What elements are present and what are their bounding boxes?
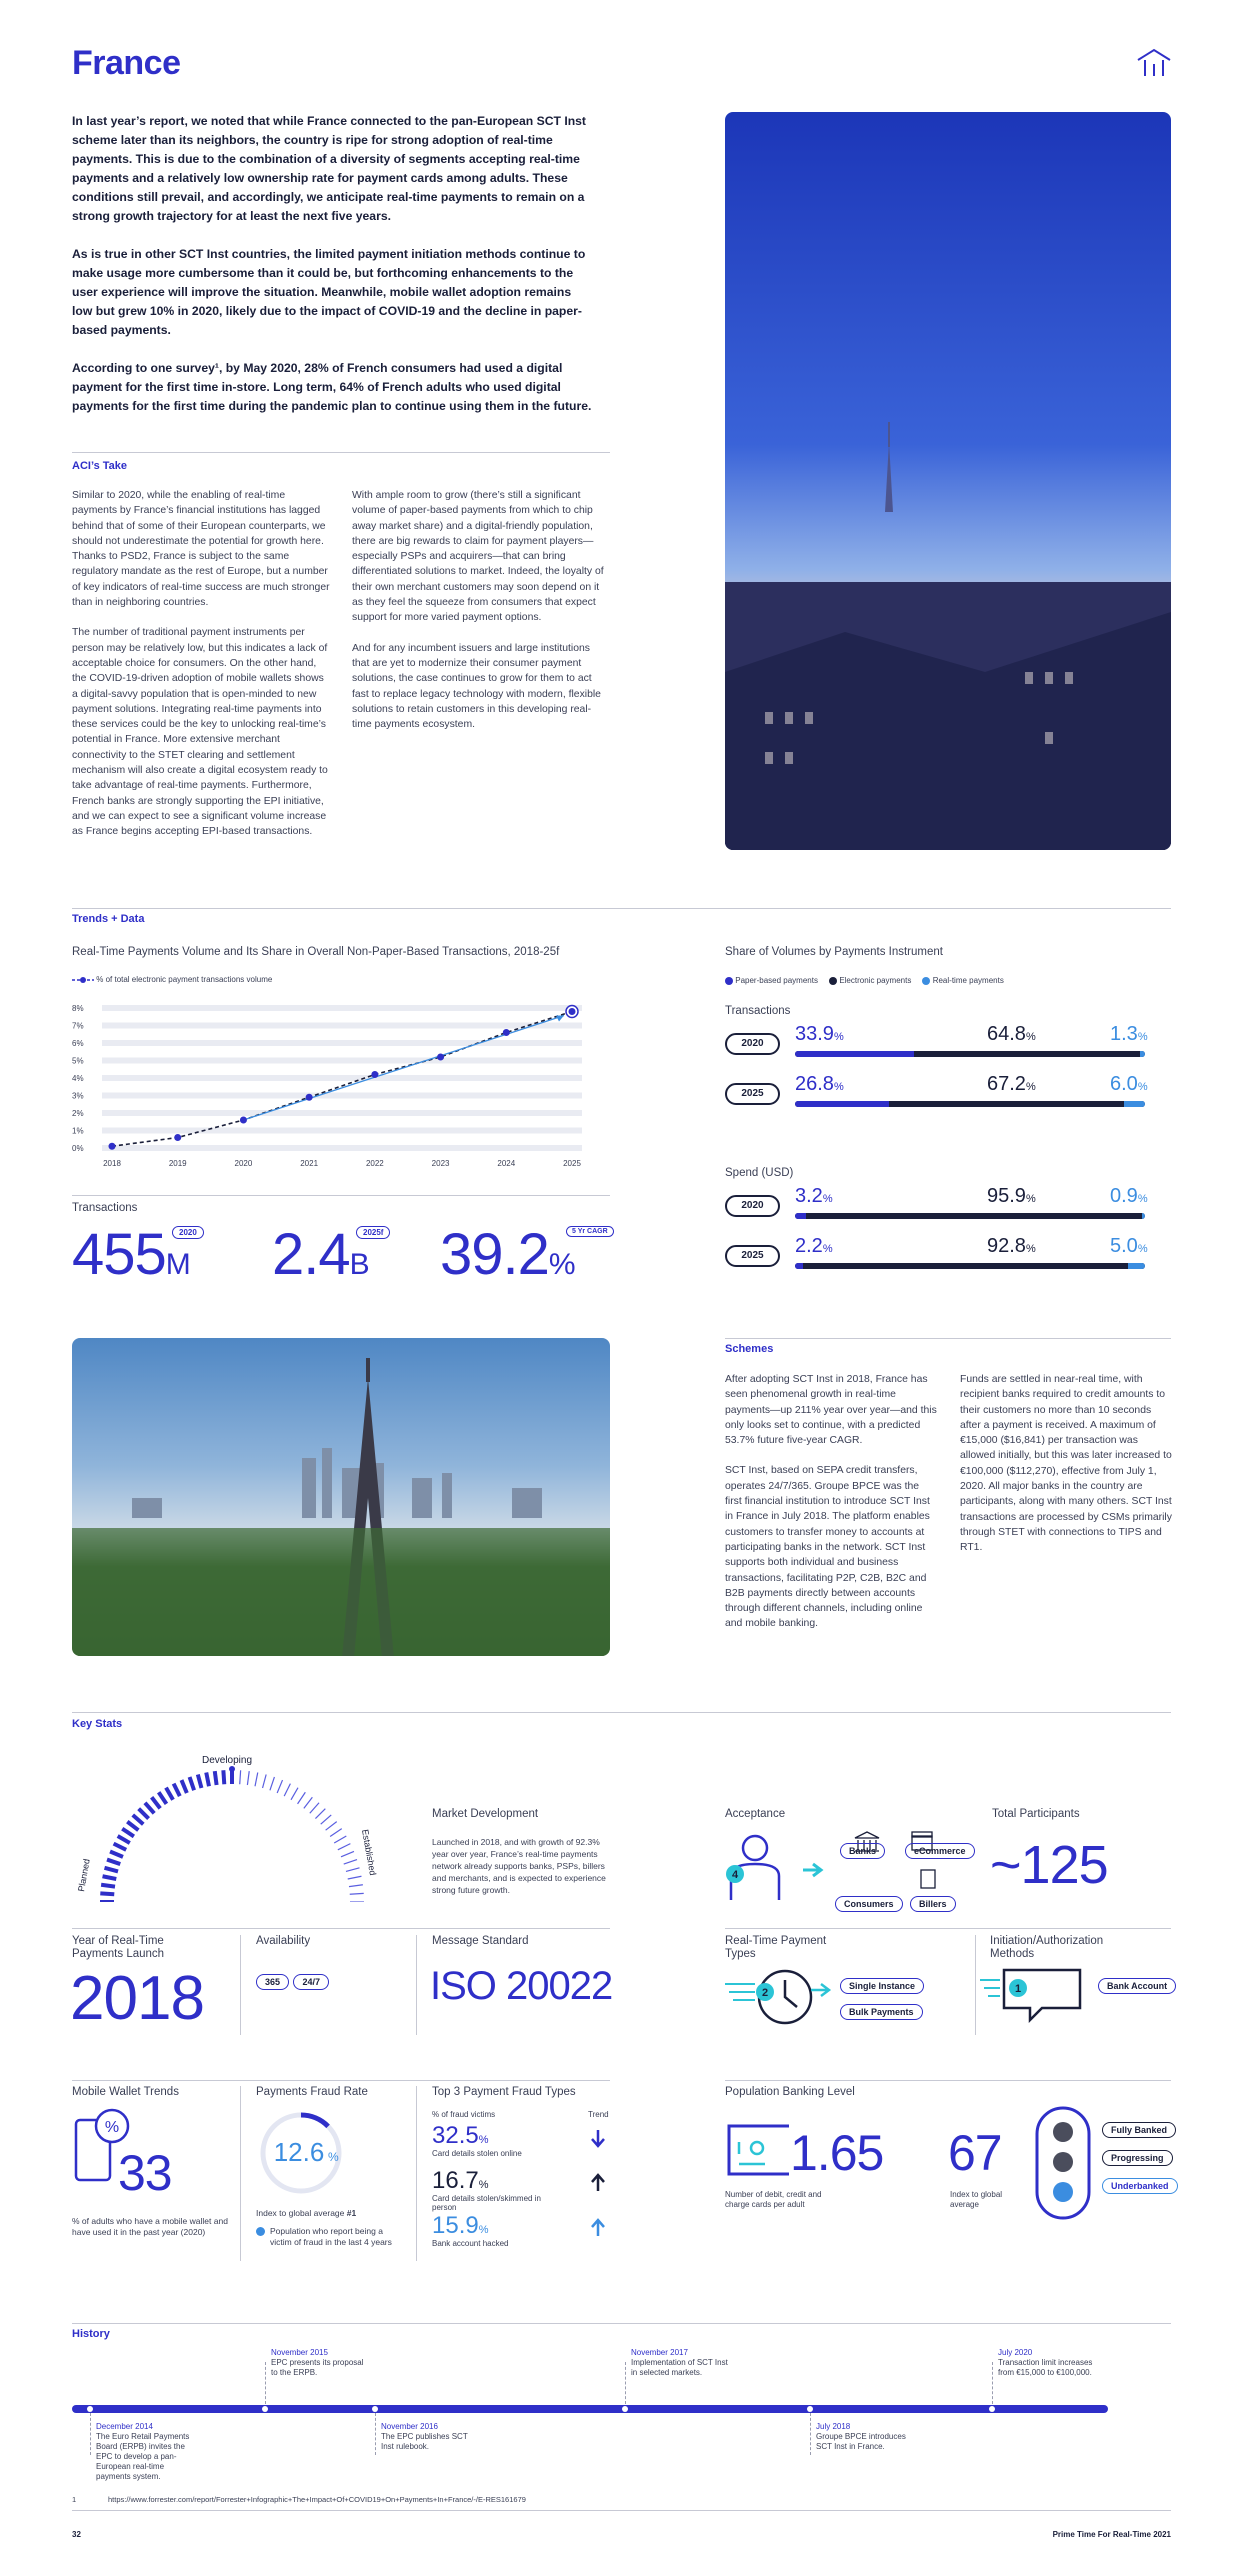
- share-row: [725, 1023, 1170, 1067]
- bill-icon: [921, 1870, 935, 1888]
- timeline-date: November 2016: [381, 2422, 438, 2431]
- timeline-text: The EPC publishes SCT Inst rulebook.: [381, 2432, 468, 2451]
- share-bar-track: [795, 1101, 1145, 1107]
- gauge-tick: [304, 1797, 313, 1808]
- share-chart-title: Share of Volumes by Payments Instrument: [725, 946, 943, 958]
- paragraph: Funds are settled in near-real time, with recipient banks required to credit amounts to their customers no more than 10 seconds after a payment is received. A maximum of €15,000 ($16,841) per transaction was allowed initially, but this was later increased to €100,000 ($112,270), effective from July 1, 2020. All major banks in the country are participants, along with many others. SCT Inst transactions are processed by CSMs primarily through STET with connections to TIPS and RT1.: [960, 1374, 1172, 1554]
- stat-value: 2.4: [272, 1222, 350, 1287]
- data-point: [437, 1054, 444, 1061]
- share-value-label: 92.8%: [987, 1235, 1036, 1257]
- timeline-dot: [989, 2406, 995, 2412]
- legend-line-icon: [72, 976, 94, 984]
- paris-rooftops-photo: [725, 112, 1171, 850]
- intro-paragraph: As is true in other SCT Inst countries, the limited payment initiation methods continue to make usage more cumbersome than it could be, but forthcoming enhancements to the user experience will improve the situation. Meanwhile, mobile wallet adoption remains low but grew 10% in 2020, likely due to the impact of COVID-19 and the decline in paper-based payments.: [72, 247, 586, 337]
- data-point: [371, 1071, 378, 1078]
- year-pill: 2025: [725, 1245, 780, 1267]
- share-segment: [889, 1101, 1124, 1107]
- availability-365: 365: [256, 1974, 289, 1990]
- stat-tag: 2020: [172, 1226, 204, 1239]
- share-row: [725, 1235, 1170, 1279]
- stat-value: 39.2: [440, 1222, 549, 1287]
- paragraph: Similar to 2020, while the enabling of real-time payments by France’s financial institutions has lagged behind that of some of their European counterparts, we should not underestimate the potential for growth here. Thanks to PSD2, France is subject to the same regulatory mandate as the rest of Europe, but a number of key indicators of real-time success are much stronger than in neighboring countries.: [72, 490, 330, 609]
- share-bar-track: [795, 1263, 1145, 1269]
- svg-text:%: %: [104, 2119, 120, 2136]
- market-dev-text: Launched in 2018, and with growth of 92.3% year over year, France’s real-time payments network already supports banks, PSPs, billers and merchants, and is expected to experience strong future growth.: [432, 1837, 606, 1895]
- stat-2020: [72, 1222, 197, 1287]
- timeline-event: [998, 2348, 1098, 2378]
- share-segment: [803, 1263, 1128, 1269]
- gauge-label-established: Established: [360, 1828, 378, 1877]
- banking-index-note: Index to global average: [950, 2190, 1003, 2209]
- wallet-title: Mobile Wallet Trends: [72, 2086, 179, 2098]
- gauge-tick: [321, 1815, 332, 1824]
- stat-2025f: [272, 1222, 384, 1287]
- gauge-tick: [122, 1829, 134, 1837]
- grid-band: [102, 1075, 582, 1081]
- gauge-tick: [190, 1777, 195, 1790]
- participants-value: ~125: [990, 1835, 1108, 1895]
- gauge-tick: [114, 1844, 127, 1850]
- intro-paragraph: According to one survey¹, by May 2020, 28% of French consumers had used a digital payment for the first time in-store. Long term, 64% of French adults who used digital payments for the first time during the pandemic plan to continue using them in the future.: [72, 361, 592, 413]
- timeline-connector: [375, 2413, 376, 2455]
- timeline-text: Transaction limit increases from €15,000 to €100,000.: [998, 2358, 1093, 2377]
- stat-tag: 2025f: [356, 1226, 390, 1239]
- fraud-rate-value: 12.6: [273, 2137, 325, 2167]
- gauge-tick: [145, 1803, 154, 1814]
- trend-up-icon: [590, 2173, 606, 2193]
- gauge-tick: [107, 1860, 120, 1865]
- transactions-stats: [72, 1222, 612, 1296]
- fraud-rank: #1: [346, 2208, 357, 2218]
- x-tick-label: 2018: [103, 1159, 121, 1168]
- trend-arrow-head: [556, 1016, 564, 1022]
- paragraph: SCT Inst, based on SEPA credit transfers, operates 24/7/365. Groupe BPCE was the first financial institution to introduce SCT Inst in France in July 2018. The platform enables customers to transfer money to accounts at participating banks in the network. SCT Inst supports both individual and business transactions, facilitating P2P, C2B, B2C and B2B payments directly between accounts through different channels, including online and mobile banking.: [725, 1465, 930, 1630]
- share-group-label: Transactions: [725, 1005, 791, 1017]
- legend-label: Electronic payments: [839, 976, 912, 985]
- share-segment: [795, 1263, 803, 1269]
- acceptance-consumers: Consumers: [835, 1896, 903, 1912]
- grid-band: [102, 1023, 582, 1029]
- gauge-tick: [133, 1815, 144, 1824]
- data-point: [569, 1008, 576, 1015]
- trend-up-icon: [590, 2218, 606, 2238]
- gauge-tick: [291, 1788, 298, 1800]
- timeline-dot: [807, 2406, 813, 2412]
- grid-band: [102, 1145, 582, 1151]
- timeline-connector: [265, 2362, 266, 2404]
- page-title: France: [72, 44, 181, 82]
- share-segment: [795, 1051, 914, 1057]
- line-chart: [72, 1000, 592, 1170]
- fraud-index: [256, 2208, 356, 2218]
- gauge-tick: [127, 1822, 138, 1831]
- share-row: [725, 1185, 1170, 1229]
- share-segment: [795, 1213, 806, 1219]
- gauge-tick: [166, 1788, 173, 1800]
- level-light: [1053, 2152, 1073, 2172]
- market-dev-title: Market Development: [432, 1808, 539, 1820]
- acceptance-title: Acceptance: [725, 1808, 786, 1820]
- launch-title: Year of Real-Time Payments Launch: [72, 1935, 165, 1960]
- fraud-type-label: Card details stolen online: [432, 2149, 522, 2158]
- legend-label: % of total electronic payment transactions volume: [96, 975, 273, 984]
- x-tick-label: 2020: [234, 1159, 253, 1168]
- data-point: [240, 1117, 247, 1124]
- gauge-tick: [310, 1803, 319, 1814]
- share-value-label: 33.9%: [795, 1023, 844, 1045]
- timeline-text: EPC presents its proposal to the ERPB.: [271, 2358, 364, 2377]
- share-segment: [1124, 1101, 1145, 1107]
- share-group-label: Spend (USD): [725, 1167, 794, 1179]
- share-segment: [806, 1213, 1142, 1219]
- svg-text:2: 2: [761, 1987, 769, 1999]
- grid-band: [102, 1040, 582, 1046]
- gauge-tick: [223, 1770, 224, 1784]
- share-segment: [914, 1051, 1141, 1057]
- schemes-col2: [960, 1372, 1172, 1571]
- gauge-tick: [104, 1868, 118, 1872]
- svg-text:4: 4: [731, 1869, 739, 1881]
- schemes-label: Schemes: [725, 1343, 774, 1355]
- gauge-tick: [344, 1860, 357, 1865]
- fraud-index-label: Index to global average: [256, 2208, 345, 2218]
- stat-unit: B: [349, 1248, 369, 1281]
- availability-247: 24/7: [293, 1974, 329, 1990]
- y-tick-label: 2%: [72, 1109, 84, 1118]
- share-value-label: 2.2%: [795, 1235, 833, 1257]
- gauge-tick: [349, 1885, 363, 1887]
- share-value-label: 26.8%: [795, 1073, 844, 1095]
- fraud-rate-ring: [256, 2108, 346, 2198]
- y-tick-label: 3%: [72, 1091, 84, 1101]
- timeline-dot: [87, 2406, 93, 2412]
- legend-dot-icon: [829, 977, 837, 985]
- fraud-type-value: 15.9%: [432, 2212, 489, 2239]
- gauge-tick: [139, 1809, 149, 1819]
- timeline-dot: [262, 2406, 268, 2412]
- schemes-col1: [725, 1372, 937, 1647]
- participants-title: Total Participants: [992, 1808, 1080, 1820]
- legend-dot-icon: [725, 977, 733, 985]
- availability-tags: [256, 1972, 329, 1990]
- fraud-type-value: 16.7%: [432, 2167, 489, 2194]
- timeline-date: July 2018: [816, 2422, 851, 2431]
- y-tick-label: 8%: [72, 1004, 84, 1013]
- footnote-num: 1: [72, 2495, 77, 2504]
- footer-doc-title: Prime Time For Real-Time 2021: [1052, 2530, 1171, 2539]
- x-tick-label: 2022: [365, 1159, 384, 1168]
- gauge-tick: [284, 1784, 290, 1797]
- fraud-col-a: % of fraud victims: [432, 2110, 496, 2119]
- availability-title: Availability: [256, 1935, 311, 1947]
- gauge-tick: [346, 1868, 360, 1872]
- card-icon: [725, 2120, 795, 2180]
- gauge-tick: [174, 1784, 180, 1797]
- wallet-value: 33: [118, 2145, 172, 2201]
- timeline-text: The Euro Retail Payments Board (ERPB) invites the EPC to develop a pan-European real-time payments system.: [96, 2432, 190, 2481]
- share-value-label: 3.2%: [795, 1185, 833, 1207]
- legend-label: Real-time payments: [932, 976, 1004, 985]
- fraud-type-label: Bank account hacked: [432, 2239, 509, 2248]
- fraud-type-value: 32.5%: [432, 2122, 489, 2149]
- timeline-connector: [810, 2413, 811, 2455]
- data-point: [109, 1143, 116, 1150]
- arrow-icon: [803, 1864, 821, 1876]
- y-tick-label: 6%: [72, 1039, 84, 1048]
- data-point: [306, 1094, 313, 1101]
- fraud-col-b: Trend: [588, 2110, 609, 2119]
- stat-cagr: [440, 1222, 608, 1287]
- banking-index: 67: [948, 2125, 1002, 2181]
- timeline-connector: [992, 2362, 993, 2404]
- trend-down-icon: [590, 2128, 606, 2148]
- initiation-title: Initiation/Authorization Methods: [990, 1935, 1104, 1960]
- acis-take-col2: [352, 488, 610, 747]
- gauge-label-developing: Developing: [201, 1755, 253, 1766]
- grid-band: [102, 1058, 582, 1064]
- legend-dot-icon: [256, 2227, 265, 2236]
- gauge-tick: [330, 1829, 342, 1837]
- share-value-label: 67.2%: [987, 1073, 1036, 1095]
- timeline-event: [271, 2348, 371, 2378]
- level-pill: Fully Banked: [1102, 2122, 1176, 2138]
- level-light: [1053, 2122, 1073, 2142]
- initiation-bank-account: Bank Account: [1098, 1978, 1176, 1994]
- share-segment: [795, 1101, 889, 1107]
- y-tick-label: 1%: [72, 1126, 84, 1136]
- banking-level-indicator: [1033, 2106, 1093, 2220]
- share-bar-track: [795, 1051, 1145, 1057]
- transactions-label: Transactions: [72, 1202, 138, 1214]
- wallet-note: % of adults who have a mobile wallet and have used it in the past year (2020): [72, 2216, 228, 2237]
- gauge-tick: [326, 1822, 337, 1831]
- fraud-type-label: Card details stolen/skimmed in person: [432, 2194, 541, 2212]
- share-segment: [1128, 1263, 1146, 1269]
- gauge-tick: [277, 1780, 282, 1793]
- gauge-tick: [215, 1771, 217, 1785]
- timeline-connector: [625, 2362, 626, 2404]
- stat-tag: 5 Yr CAGR: [566, 1226, 614, 1237]
- gauge-tick: [181, 1780, 186, 1793]
- stat-unit: M: [165, 1248, 190, 1281]
- share-value-label: 5.0%: [1110, 1235, 1148, 1257]
- level-light: [1053, 2182, 1073, 2202]
- timeline-text: Implementation of SCT Inst in selected markets.: [631, 2358, 728, 2377]
- timeline-date: July 2020: [998, 2348, 1033, 2357]
- timeline-connector: [90, 2413, 91, 2455]
- line-chart-legend: [72, 975, 272, 984]
- fraud-rate-title: Payments Fraud Rate: [256, 2086, 368, 2098]
- legend-label: Paper-based payments: [735, 976, 818, 985]
- grid-band: [102, 1110, 582, 1116]
- share-bar-track: [795, 1213, 1145, 1219]
- stat-value: 455: [72, 1222, 166, 1287]
- data-point: [503, 1029, 510, 1036]
- message-value: ISO 20022: [430, 1964, 613, 2008]
- eiffel-tower-photo: [72, 1338, 610, 1656]
- gauge-tick: [348, 1876, 362, 1879]
- fraud-legend: [256, 2226, 396, 2248]
- share-segment: [1140, 1051, 1145, 1057]
- timeline-dot: [372, 2406, 378, 2412]
- data-point: [174, 1134, 181, 1141]
- banking-value: 1.65: [790, 2125, 884, 2181]
- level-pill: Underbanked: [1102, 2178, 1178, 2194]
- fraud-types-title: Top 3 Payment Fraud Types: [432, 2086, 576, 2098]
- launch-value: 2018: [70, 1964, 204, 2033]
- y-tick-label: 4%: [72, 1074, 84, 1083]
- grid-band: [102, 1093, 582, 1099]
- gauge-tick: [341, 1851, 354, 1856]
- gauge-label-planned: Planned: [76, 1858, 92, 1893]
- gauge-tick: [198, 1774, 202, 1788]
- gauge-tick: [334, 1836, 346, 1843]
- fraud-rate-unit: %: [328, 2150, 339, 2164]
- timeline-date: November 2017: [631, 2348, 688, 2357]
- gauge-tick: [338, 1844, 351, 1850]
- share-value-label: 1.3%: [1110, 1023, 1148, 1045]
- types-title: Real-Time Payment Types: [725, 1935, 827, 1960]
- gauge-marker: [229, 1766, 235, 1772]
- gauge-tick: [159, 1792, 167, 1804]
- gauge-tick: [255, 1773, 258, 1787]
- share-value-label: 64.8%: [987, 1023, 1036, 1045]
- banking-value-note: Number of debit, credit and charge cards per adult: [725, 2190, 822, 2209]
- y-tick-label: 5%: [72, 1056, 84, 1066]
- line-chart-title: Real-Time Payments Volume and Its Share in Overall Non-Paper-Based Transactions, 2018-25f: [72, 946, 560, 958]
- grid-band: [102, 1005, 582, 1011]
- svg-text:1: 1: [1014, 1983, 1022, 1995]
- gauge-tick: [152, 1797, 161, 1808]
- paragraph: The number of traditional payment instruments per person may be relatively low, but this indicates a lack of acceptable choice for consumers. On the other hand, the COVID-19-driven adoption of mobile wallets shows a digital-savvy population that is open-minded to new payment solutions. Integrating real-time payments into these services could be the key to unlocking real-time’s potential in France. More extensive merchant connectivity to the STET clearing and settlement mechanism will also create a digital ecosystem ready to take advantage of real-time payments. Furthermore, French banks are strongly supporting the EPI initiative, and we can expect to see a significant volume increase as France begins accepting EPI-based transactions.: [72, 627, 328, 838]
- timeline-event: [381, 2422, 481, 2452]
- x-tick-label: 2025: [563, 1159, 581, 1168]
- paragraph: And for any incumbent issuers and large institutions that are yet to modernize their consumer payment solutions, the case continues to grow for them to act fast to replace legacy technology with modern, flexible solutions to retain customers in this developing real-time payments ecosystem.: [352, 642, 601, 731]
- timeline-event: [96, 2422, 196, 2482]
- share-value-label: 0.9%: [1110, 1185, 1148, 1207]
- year-pill: 2020: [725, 1195, 780, 1217]
- acis-take-label: ACI’s Take: [72, 460, 128, 472]
- year-pill: 2020: [725, 1033, 780, 1055]
- grid-band: [102, 1128, 582, 1134]
- gauge-tick: [118, 1836, 130, 1843]
- gauge-tick: [350, 1893, 364, 1894]
- key-stats-label: Key Stats: [72, 1718, 123, 1730]
- gauge-tick: [298, 1792, 306, 1804]
- timeline-text: Groupe BPCE introduces SCT Inst in France.: [816, 2432, 906, 2451]
- y-tick-label: 0%: [72, 1144, 84, 1153]
- x-tick-label: 2023: [431, 1159, 450, 1168]
- page-number: 32: [72, 2530, 81, 2539]
- gauge-tick: [263, 1774, 267, 1788]
- share-value-label: 95.9%: [987, 1185, 1036, 1207]
- message-title: Message Standard: [432, 1935, 529, 1947]
- acceptance-ecommerce: eCommerce: [905, 1843, 975, 1859]
- legend-dot-icon: [922, 977, 930, 985]
- share-legend: [725, 976, 1004, 985]
- timeline-date: December 2014: [96, 2422, 153, 2431]
- acceptance-banks: Banks: [840, 1843, 885, 1859]
- home-icon[interactable]: [1136, 48, 1172, 78]
- initiation-chat-icon: [980, 1966, 1090, 2030]
- timeline-date: November 2015: [271, 2348, 328, 2357]
- gauge-tick: [110, 1851, 123, 1856]
- trend-arrow: [243, 1016, 564, 1121]
- banking-title: Population Banking Level: [725, 2086, 855, 2098]
- timeline-bar: [72, 2405, 1108, 2413]
- timeline-event: [816, 2422, 916, 2452]
- payment-types-clock-icon: [725, 1962, 835, 2032]
- fraud-legend-text: Population who report being a victim of fraud in the last 4 years: [270, 2226, 392, 2247]
- person-icon: [743, 1836, 767, 1860]
- intro: [72, 112, 592, 435]
- trends-label: Trends + Data: [72, 913, 145, 925]
- paragraph: After adopting SCT Inst in 2018, France has seen phenomenal growth in real-time payments—up 211% year over year—and this only looks set to continue, with a predicted 53.7% future five-year CAGR.: [725, 1374, 937, 1447]
- acceptance-billers: Billers: [910, 1896, 956, 1912]
- gauge-tick: [101, 1885, 115, 1887]
- year-pill: 2025: [725, 1083, 780, 1105]
- y-tick-label: 7%: [72, 1021, 84, 1031]
- timeline-event: [631, 2348, 731, 2378]
- gauge-tick: [240, 1770, 241, 1784]
- share-segment: [1142, 1213, 1145, 1219]
- gauge-tick: [206, 1773, 209, 1787]
- stat-unit: %: [548, 1248, 575, 1281]
- paragraph: With ample room to grow (there’s still a significant volume of paper-based payments from which to chip away market share) and a digital-friendly population, there are big rewards to claim for payment players—especially PSPs and acquirers—that can bring differentiated solutions to market. Indeed, the loyalty of their own merchant customers may soon depend on it as they feel the squeeze from consumers that expect support for more varied payment options.: [352, 490, 604, 624]
- gauge-tick: [103, 1876, 117, 1879]
- gauge-tick: [270, 1777, 275, 1790]
- x-tick-label: 2021: [300, 1159, 319, 1168]
- timeline-dot: [622, 2406, 628, 2412]
- share-row: [725, 1073, 1170, 1117]
- type-bulk: Bulk Payments: [840, 2004, 923, 2020]
- type-single: Single Instance: [840, 1978, 924, 1994]
- intro-paragraph: In last year’s report, we noted that while France connected to the pan-European SCT Inst scheme later than its neighbors, the country is ripe for strong adoption of real-time payments. This is due to the combination of a diversity of segments accepting real-time payments and a relatively low ownership rate for payment cards among adults. These conditions still prevail, and accordingly, we anticipate real-time payments to remain on a strong growth trajectory for at least the next five years.: [72, 114, 586, 223]
- footnote-link[interactable]: https://www.forrester.com/report/Forrester+Infographic+The+Impact+Of+COVID19+On+Payments+In+France/-/E-RES161679: [108, 2495, 526, 2504]
- share-value-label: 6.0%: [1110, 1073, 1148, 1095]
- x-tick-label: 2019: [168, 1159, 187, 1168]
- x-tick-label: 2024: [497, 1159, 516, 1168]
- gauge-tick: [315, 1809, 325, 1819]
- acis-take-col1: [72, 488, 330, 855]
- gauge-tick: [100, 1893, 114, 1894]
- level-pill: Progressing: [1102, 2150, 1173, 2166]
- market-gauge: [72, 1752, 402, 1902]
- gauge-tick: [247, 1771, 249, 1785]
- history-label: History: [72, 2328, 110, 2340]
